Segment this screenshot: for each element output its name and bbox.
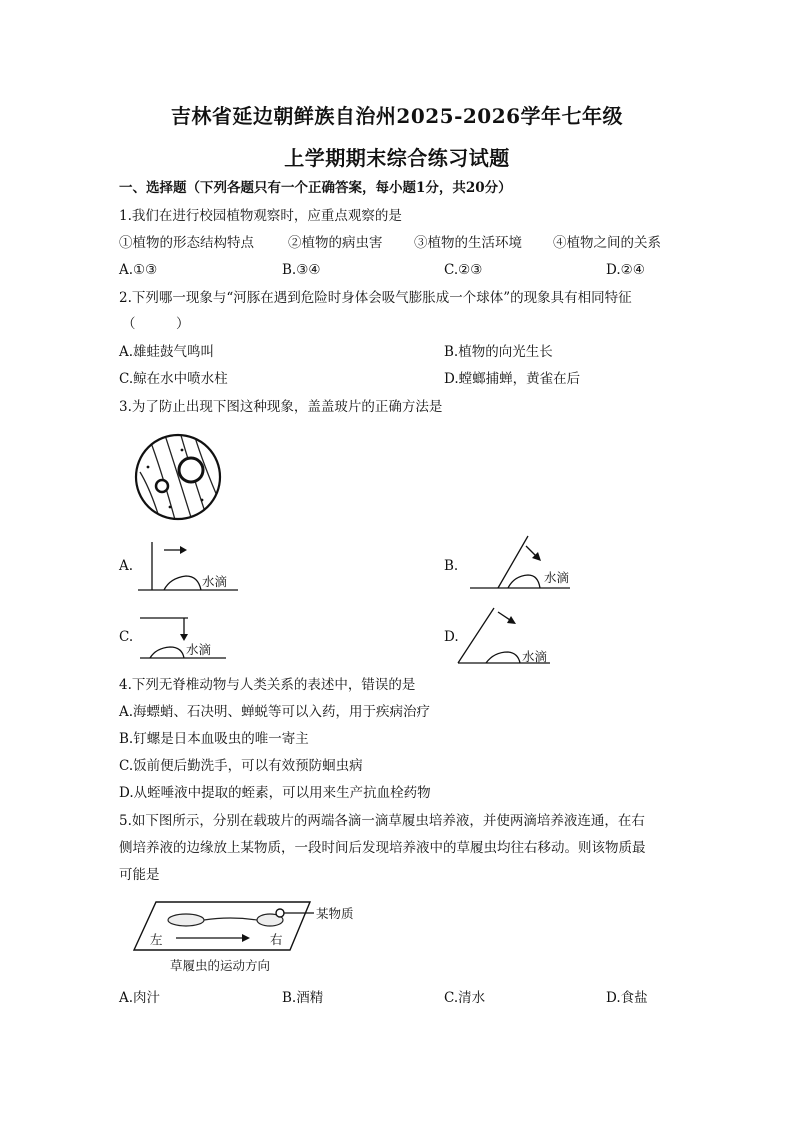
question-1-item-3: ③植物的生活环境 [414,235,522,251]
question-4-option-d: D.从蛭唾液中提取的蛭素，可以用来生产抗血栓药物 [119,785,431,801]
question-1-option-a: A.①③ [119,262,158,278]
question-1-option-c: C.②③ [444,262,483,278]
question-3-option-d-label: D. [444,629,459,645]
option-a-drop-label: 水滴 [202,574,228,589]
question-4-option-c: C.饭前便后勤洗手，可以有效预防蛔虫病 [119,758,363,774]
paramecium-slide-figure [130,896,380,980]
substance-label: 某物质 [316,906,354,921]
right-label: 右 [270,932,283,947]
question-4-option-b: B.钉螺是日本血吸虫的唯一寄主 [119,731,309,747]
question-1-stem: 1.我们在进行校园植物观察时，应重点观察的是 [119,208,402,224]
option-b-diagram [468,532,578,596]
question-5-option-d: D.食盐 [606,990,648,1006]
question-2-option-b: B.植物的向光生长 [444,344,553,360]
exam-title-line2: 上学期期末综合练习试题 [284,146,510,170]
question-5-option-a: A.肉汁 [119,990,161,1006]
question-2-stem: 2.下列哪一现象与“河豚在遇到危险时身体会吸气膨胀成一个球体”的现象具有相同特征 [119,290,632,306]
question-1-option-b: B.③④ [282,262,321,278]
question-2-option-c: C.鲸在水中喷水柱 [119,371,228,387]
option-a-diagram [136,540,246,596]
question-5-stem-line1: 5.如下图所示，分别在载玻片的两端各滴一滴草履虫培养液，并使两滴培养液连通，在右 [119,813,645,829]
option-d-drop-label: 水滴 [522,649,548,664]
question-4-option-a: A.海螵蛸、石决明、蝉蜕等可以入药，用于疾病治疗 [119,704,431,720]
option-d-diagram [456,604,566,668]
question-3-option-a-label: A. [119,558,134,574]
question-2-option-d: D.螳螂捕蝉，黄雀在后 [444,371,581,387]
question-1-option-d: D.②④ [606,262,645,278]
question-2-option-a: A.雄蛙鼓气鸣叫 [119,344,215,360]
option-b-drop-label: 水滴 [544,570,570,585]
option-c-drop-label: 水滴 [186,642,212,657]
question-5-option-b: B.酒精 [282,990,324,1006]
question-3-stem: 3.为了防止出现下图这种现象，盖盖玻片的正确方法是 [119,399,443,415]
question-3-option-b-label: B. [444,558,459,574]
question-1-item-1: ①植物的形态结构特点 [119,235,254,251]
question-5-option-c: C.清水 [444,990,486,1006]
question-5-stem-line3: 可能是 [119,867,160,883]
question-4-stem: 4.下列无脊椎动物与人类关系的表述中，错误的是 [119,677,416,693]
question-1-item-4: ④植物之间的关系 [553,235,661,251]
figure-caption: 草履虫的运动方向 [170,958,271,973]
exam-title-line1: 吉林省延边朝鲜族自治州2025-2026学年七年级 [170,104,624,128]
question-5-stem-line2: 侧培养液的边缘放上某物质，一段时间后发现培养液中的草履虫均往右移动。则该物质最 [119,840,646,856]
bubble-slide-figure [132,432,226,522]
left-label: 左 [150,932,163,947]
question-2-answer-paren: （ ） [122,316,190,332]
question-3-option-c-label: C. [119,629,134,645]
section-heading: 一、选择题（下列各题只有一个正确答案，每小题1分，共20分） [119,180,512,196]
question-1-item-2: ②植物的病虫害 [288,235,383,251]
option-c-diagram [138,614,248,662]
